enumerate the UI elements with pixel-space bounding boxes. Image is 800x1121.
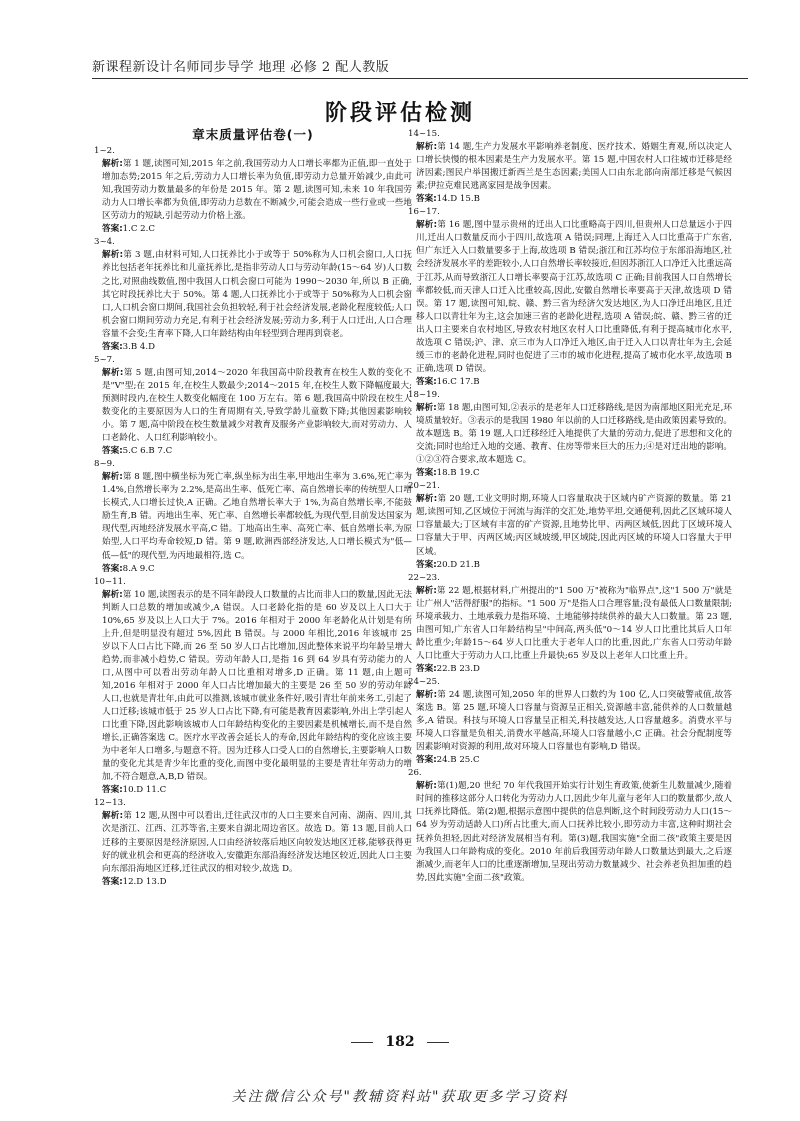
answer [94, 784, 412, 797]
question-range: 10~11. [94, 576, 126, 587]
left-column [94, 128, 412, 889]
answer-text: 8.A 9.C [122, 563, 155, 574]
right-items [408, 128, 732, 885]
answer-text: 10.D 11.C [122, 785, 167, 796]
answer-text: 22.B 23.D [436, 663, 480, 674]
explanation [408, 689, 732, 754]
page-number [0, 1034, 800, 1050]
question-item [94, 458, 412, 575]
explanation-text: 第 3 题,由材料可知,人口抚养比小于或等于 50%称为人口机会窗口,人口抚养比包括老年抚养比和儿童抚养比,是指非劳动人口与劳动年龄(15～64 岁)人口数之比,对照曲线数值,图中我国人口机会窗口可能为 1990～2030 年,所以 B 正确,其它时段抚养比大于 50%。第 4 题,人口抚养比小于或等于 50%称为人口机会窗口,人口机会窗口期间,我国社会负担较轻,利于社会经济发展,老龄化程度较低;人口机会窗口期间劳动力充足,有利于社会经济发展;劳动力多,利于人口迁出,人口合理容量不会变;生育率下降,人口年龄结构由年轻型到合理再到衰老。 [102, 250, 412, 339]
answer-text: 16.C 17.B [436, 376, 480, 387]
answer-text: 18.B 19.C [436, 468, 480, 479]
answer-text: 20.D 21.B [436, 559, 480, 570]
question-item [94, 145, 412, 236]
question-range: 14~15. [408, 129, 440, 139]
question-range: 12~13. [94, 798, 126, 809]
answer-label: 答案: [102, 224, 123, 235]
answer-label: 答案: [416, 194, 437, 205]
answer [408, 663, 732, 676]
explanation [94, 367, 412, 445]
header-divider [92, 78, 748, 79]
explanation [408, 585, 732, 663]
question-item [94, 576, 412, 798]
page-number-dash-right [427, 1042, 449, 1043]
explanation [94, 810, 412, 875]
answer [94, 563, 412, 576]
question-item [94, 797, 412, 888]
question-item [408, 676, 732, 767]
explanation-text: 第 16 题,图中显示贵州的迁出人口比重略高于四川,但贵州人口总量远小于四川,迁出人口数量反而小于四川,故选项 A 错误;同理,上海迁入人口比重高于广东省,但广东迁入人口数量要多于上海,故选项 B 错误;浙江和江苏均位于东部沿海地区,社会经济发展水平的差距较小,人口自然增长率较接近,但因苏浙江人口净迁入比重远高于江苏,从而导致浙江人口增长率要高于江苏,故选项 C 正确;目前我国人口自然增长率都较低,而天津人口迁入比重较高,因此,安徽自然增长率要高于天津,故选项 D 错误。第 17 题,读图可知,皖、赣、黔三省为经济欠发达地区,为人口净迁出地区,且迁移人口以青壮年为主,这会加速三省的老龄化进程,选项 A 错误;皖、赣、黔三省的迁出人口主要来自农村地区,导致农村地区农村人口比重降低,有利于提高城市化水平,故选项 C 错误;沪、津、京三市为人口净迁入地区,由于迁入人口以青壮年为主,会延缓三市的老龄化进程,同时也促进了三市的城市化进程,提高了城市化水平,故选项 B 正确,选项 D 错误。 [416, 220, 732, 374]
answer [94, 223, 412, 236]
explanation-label: 解析: [102, 250, 124, 261]
explanation [408, 493, 732, 558]
explanation-label: 解析: [416, 781, 437, 792]
explanation-text: 第 12 题,从图中可以看出,迁往武汉市的人口主要来自河南、湖南、四川,其次是浙江、江西、江苏等省,主要来自湖北周边省区。故选 D。第 13 题,目前人口迁移的主要原因是经济原因,人口由经济较落后地区向较发达地区迁移,能够获得更好的就业机会和更高的经济收入,安徽距东部沿海经济发达地区较近,因此人口主要向东部沿海地区迁移,迁往武汉的相对较少,故选 D。 [102, 811, 413, 874]
explanation-text: 第 20 题,工业文明时期,环境人口容量取决于区域内矿产资源的数量。第 21 题,读图可知,乙区域位于河流与海洋的交汇处,地势平坦,交通便利,因此乙区域环境人口容量最大;丁区域有丰富的矿产资源,且地势比甲、丙两区域低,因此丁区域环境人口容量大于甲、丙两区域;丙区域坡缓,甲区域陡,因此丙区域的环境人口容量大于甲区域。 [416, 494, 733, 557]
question-range: 20~21. [408, 481, 440, 492]
answer [94, 445, 412, 458]
page-number-dash-left [351, 1042, 373, 1043]
answer-label: 答案: [102, 446, 123, 457]
question-range: 1~2. [94, 146, 115, 157]
question-range: 16~17. [408, 207, 440, 218]
explanation [408, 141, 732, 193]
answer [94, 876, 412, 889]
explanation-label: 解析: [102, 472, 123, 483]
explanation-label: 解析: [102, 367, 124, 378]
explanation [94, 249, 412, 340]
answer-label: 答案: [416, 559, 437, 570]
explanation-text: 第 22 题,根据材料,广州提出的"1 500 万"被称为"临界点",这"1 500 万"就是让广州人"活得舒服"的指标。"1 500 万"是指人口合理容量;没有最低人口数量限制;环境承载力、土地承载力是指环境、土地能够持续供养的最大人口数量。第 23 题,由图可知,广东省人口年龄结构呈"中间高,两头低"0～14 岁人口比重比其后人口年龄比重少;年龄15～64 岁人口比重大于老年人口的比重,因此,广东省人口劳动年龄人口比重大于劳动力人口,比重上升最快;65 岁及以上老年人口比重上升。 [416, 585, 732, 661]
explanation-text: 第 10 题,读图表示的是不同年龄段人口数量的占比而非人口的数量,因此无法判断人口总数的增加或减少,A 错误。人口老龄化指的是 60 岁及以上人口大于 10%,65 岁及以上人口大于 7%。2016 年相对于 2000 年老龄化从计划是有所上升,但是明显没有超过 5%,因此 B 错误。与 2000 年相比,2016 年该城市 25 岁以下人口占比下降,而 26 至 50 岁人口占比增加,因此整体来说平均年龄呈增大趋势,而非减小趋势,C 错误。劳动年龄人口,是指 16 到 64 岁具有劳动能力的人口,从图中可以看出劳动年龄人口比重相对增多,D 正确。第 11 题,由上题可知,2016 年相对于 2000 年人口占比增加最大的主要是 26 至 50 岁的劳动年龄人口,也就是青壮年,由此可以推测,该城市就业条件好,吸引青壮年前来务工,引起了人口迁移;该城市低于 25 岁人口占比下降,有可能是教育因素影响,外出上学引起人口比重下降,因此影响该城市人口年龄结构变化的主要因素是机械增长,而不是自然增长,正确答案选 C。医疗水平改善会延长人的寿命,因此年龄结构的变化应该主要为中老年人口增多,与题意不符。因为迁移人口受人口的自然增长,主要影响人口数量的变化尤其是青少年比重的变化,而图中变化最明显的主要是青壮年劳动力的增加,不符合题意,A,B,D 错误。 [102, 589, 412, 783]
explanation-label: 解析: [102, 589, 123, 600]
question-item [408, 572, 732, 676]
page-number-text: 182 [385, 1034, 415, 1050]
explanation-text: 第 8 题,图中横坐标为死亡率,纵坐标为出生率,甲地出生率为 3.6%,死亡率为 1.4%,自然增长率为 2.2%,是高出生率、低死亡率、高自然增长率的传统型人口增长模式,人口增长过快,A 正确。乙地自然增长率大于 1%,为高自然增长率,不能鼓励生育,B 错。丙地出生率、死亡率、自然增长率都较低,为现代型,目前发达国家为现代型,丙地经济发展水平高,C 错。丁地高出生率、高死亡率、低自然增长率,为原始型,人口平均寿命较短,D 错。第 9 题,欧洲西部经济发达,人口增长模式为"低—低—低"的现代型,为丙地最相符,选 C。 [102, 472, 412, 561]
explanation-label: 解析: [416, 585, 437, 596]
answer-label: 答案: [102, 876, 123, 887]
explanation-text: 第 14 题,生产力发展水平影响养老制度、医疗技术、婚姻生育观,所以决定人口增长快慢的根本因素是生产力发展水平。第 15 题,中国农村人口往城市迁移是经济因素;图民户举国搬迁新西兰是生态因素;美国人口由东北部向南部迁移是气候因素;伊拉克难民逃离家园是战争因素。 [416, 142, 732, 192]
explanation-label: 解析: [416, 220, 438, 231]
explanation-text: 第 5 题,由图可知,2014～2020 年我国高中阶段教育在校生人数的变化不是"V"型;在 2015 年,在校生人数最少;2014～2015 年,在校生人数下降幅度最大;预测时段内,在校生人数变化幅度在 100 万左右。第 6 题,我国高中阶段在校生人数变化的主要原因为人口的生育周期有关,导致学龄儿童数下降;其他因素影响较小。第 7 题,高中阶段在校生数量减少对教育及服务产业影响较大,而对劳动力、人口老龄化、人口红利影响较小。 [102, 367, 412, 444]
explanation-label: 解析: [102, 811, 124, 822]
answer [94, 341, 412, 354]
explanation [94, 471, 412, 562]
explanation [408, 780, 732, 884]
answer-text: 3.B 4.D [122, 341, 155, 352]
question-range: 8~9. [94, 459, 115, 470]
explanation-text: 第 18 题,由图可知,②表示的是老年人口迁移路线,是因为南部地区阳光充足,环境质量较好。③表示的是我国 1980 年以前的人口迁移路线,是由政策因素导致的。故本题选 B。第 19 题,人口迁移经迁入地提供了大量的劳动力,促进了思想和文化的交流;同时也给迁入地的交通、教育、住房等带来巨大的压力;④是对迁出地的影响。①②③符合要求,故本题选 C。 [416, 402, 733, 466]
explanation-label: 解析: [416, 494, 438, 505]
question-item [408, 128, 732, 206]
answer [408, 559, 732, 572]
question-item [408, 480, 732, 571]
explanation [408, 219, 732, 376]
answer [408, 467, 732, 480]
answer-label: 答案: [416, 755, 437, 766]
section-title: 章末质量评估卷(一) [192, 127, 314, 142]
running-header: 新课程新设计名师同步导学 地理 必修 2 配人教版 [92, 60, 390, 75]
question-range: 3~4. [94, 237, 115, 248]
explanation-label: 解析: [416, 402, 437, 413]
explanation-text: 第(1)题,20 世纪 70 年代我国开始实行计划生育政策,使新生儿数量减少,随着时间的推移这部分人口转化为劳动力人口,因此少年儿童与老年人口的数量都少,故人口抚养比降低。第(2)题,根据示意图中提供的信息判断,这个时间段劳动力人口(15～64 岁为劳动适龄人口)所占比重大,而人口抚养比较小,即劳动力丰富,这种时期社会抚养负担轻,因此对经济发展相当有利。第(3)题,我国实施"全面二孩"政策主要是因为我国人口年龄构成的变化。2010 年前后我国劳动年龄人口数量达到最大,之后逐渐减少,而老年人口的比重逐渐增加,呈现出劳动力数量减少、社会养老负担加重的趋势,因此实施"全面二孩"政策。 [416, 781, 733, 883]
question-item [94, 236, 412, 353]
question-range: 22~23. [408, 572, 440, 583]
explanation-text: 第 1 题,读图可知,2015 年之前,我国劳动力人口增长率都为正值,即一直处于增加态势;2015 年之后,劳动力人口增长率为负值,即劳动力总量开始减少,由此可知,我国劳动力数量最多的年份是 2015 年。第 2 题,读图可知,未来 10 年我国劳动力人口增长率都为负值,即劳动力总数在不断减少,可能会造成一些行业或一些地区劳动力的短缺,引起劳动力价格上涨。 [102, 159, 413, 222]
answer [408, 376, 732, 389]
answer-text: 5.C 6.B 7.C [122, 446, 173, 457]
answer-text: 1.C 2.C [122, 224, 155, 235]
explanation-label: 解析: [102, 159, 123, 170]
explanation [94, 589, 412, 785]
footer-note: 关注微信公众号"教辅资料站"获取更多学习资料 [231, 1089, 569, 1105]
page-title: 阶段评估检测 [324, 100, 475, 126]
explanation [94, 158, 412, 223]
left-items [94, 145, 412, 889]
explanation-text: 第 24 题,读图可知,2050 年的世界人口数约为 100 亿,人口突破警戒值,故答案选 B。第 25 题,环境人口容量与资源呈正相关,资源越丰富,能供养的人口数量越多,A 错误。科技与环境人口容量呈正相关,科技越发达,人口容量越多。消费水平与环境人口容量是负相关,消费水平越高,环境人口容量越小,C 正确。社会分配制度等因素影响对资源的利用,故对环境人口容量也有影响,D 错误。 [416, 690, 733, 753]
explanation-label: 解析: [416, 690, 438, 701]
question-item [408, 767, 732, 884]
answer-label: 答案: [416, 468, 437, 479]
question-range: 5~7. [94, 354, 115, 365]
answer-text: 14.D 15.B [436, 194, 480, 205]
answer-label: 答案: [416, 663, 437, 674]
answer-label: 答案: [102, 341, 123, 352]
explanation [408, 402, 732, 467]
explanation-label: 解析: [416, 142, 438, 153]
right-column [408, 128, 732, 885]
question-item [94, 354, 412, 458]
answer-text: 12.D 13.D [122, 876, 167, 887]
answer-label: 答案: [416, 376, 437, 387]
question-range: 18~19. [408, 389, 440, 400]
question-range: 26. [408, 768, 422, 779]
answer [408, 193, 732, 206]
question-range: 24~25. [408, 676, 440, 687]
answer-label: 答案: [102, 563, 123, 574]
question-item [408, 206, 732, 389]
question-item [408, 389, 732, 480]
answer-text: 24.B 25.C [436, 755, 480, 766]
answer-label: 答案: [102, 785, 123, 796]
answer [408, 754, 732, 767]
